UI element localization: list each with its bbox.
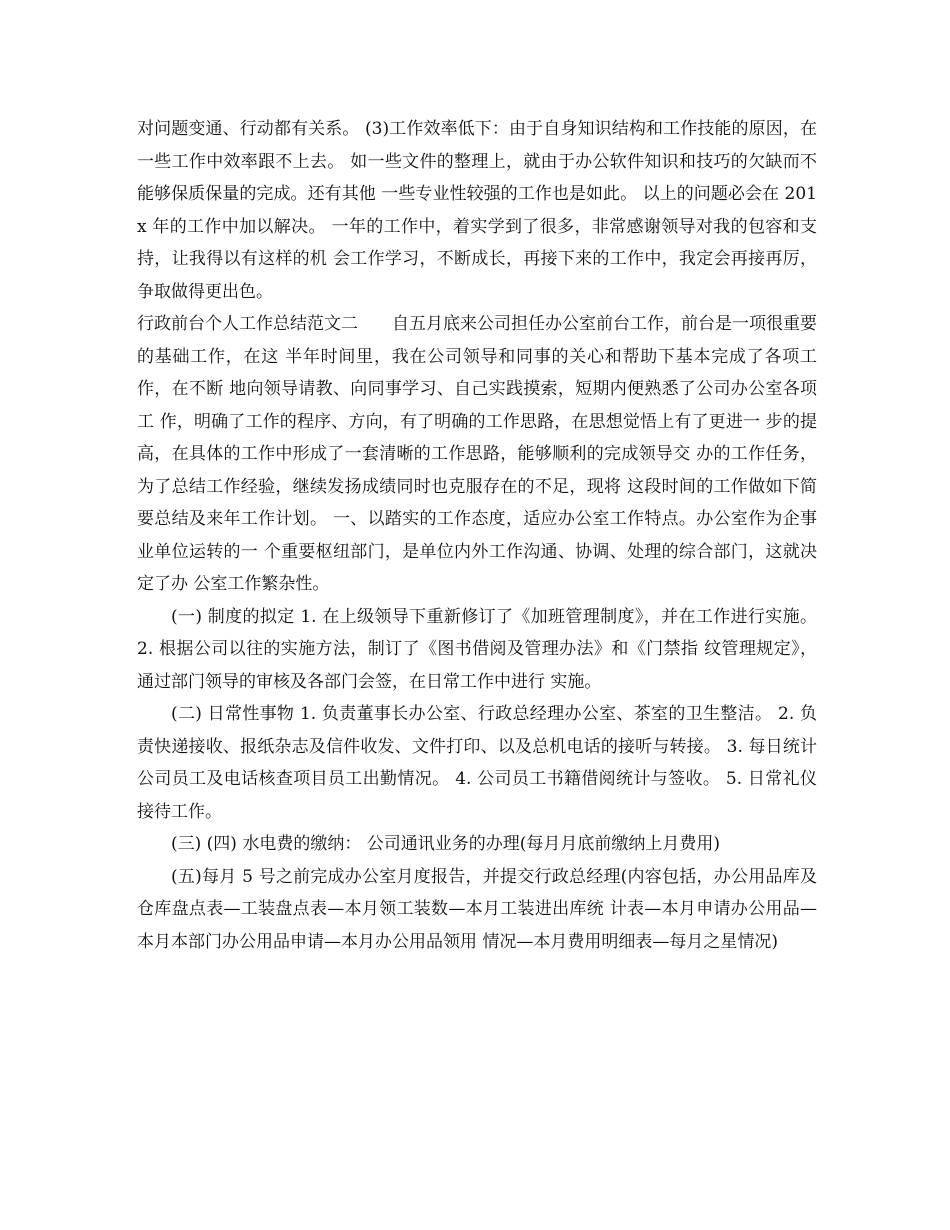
body-paragraph-1: 对问题变通、行动都有关系。 (3)工作效率低下：由于自身知识结构和工作技能的原因，在一些工作中效率跟不上去。 如一些文件的整理上，就由于办公软件知识和技巧的欠缺而不能够保质保量的完成。还有其他 一些专业性较强的工作也是如此。 以上的问题必会在 201x 年的工作中加以解决。 一年的工作中，着实学到了很多，非常感谢领导对我的包容和支持，让我得以有这样的机 会工作学习，不断成长，再接下来的工作中，我定会再接再厉，争取做得更出色。 <box>137 119 817 302</box>
body-paragraph-6: (五)每月 5 号之前完成办公室月度报告，并提交行政总经理(内容包括，办公用品库及仓库盘点表—工装盘点表—本月领工装数—本月工装进出库统 计表—本月申请办公用品—本月本部门办公用品申请—本月办公用品领用 情况—本月费用明细表—每月之星情况) <box>137 866 817 952</box>
body-paragraph-3: (一) 制度的拟定 1. 在上级领导下重新修订了《加班管理制度》，并在工作进行实施。 2. 根据公司以往的实施方法，制订了《图书借阅及管理办法》和《门禁指 纹管理规定》，通过部门领导的审核及各部门会签，在日常工作中进行 实施。 <box>137 606 817 692</box>
body-paragraph-4: (二) 日常性事物 1. 负责董事长办公室、行政总经理办公室、茶室的卫生整洁。 2. 负责快递接收、报纸杂志及信件收发、文件打印、以及总机电话的接听与转接。 3. 每日统计公司员工及电话核查项目员工出勤情况。 4. 公司员工书籍借阅统计与签收。 5. 日常礼仪接待工作。 <box>137 704 817 822</box>
body-paragraph-5: (三) (四) 水电费的缴纳： 公司通讯业务的办理(每月月底前缴纳上月费用) <box>171 834 721 854</box>
document-page <box>137 113 817 958</box>
body-paragraph-2: 行政前台个人工作总结范文二 自五月底来公司担任办公室前台工作，前台是一项很重要的基础工作，在这 半年时间里，我在公司领导和同事的关心和帮助下基本完成了各项工作，在不断 地向领导请教、向同事学习、自己实践摸索，短期内便熟悉了公司办公室各项工 作，明确了工作的程序、方向，有了明确的工作思路，在思想觉悟上有了更进一 步的提高，在具体的工作中形成了一套清晰的工作思路，能够顺利的完成领导交 办的工作任务，为了总结工作经验，继续发扬成绩同时也克服存在的不足，现将 这段时间的工作做如下简要总结及来年工作计划。 一、以踏实的工作态度，适应办公室工作特点。办公室作为企事业单位运转的一 个重要枢纽部门，是单位内外工作沟通、协调、处理的综合部门，这就决定了办 公室工作繁杂性。 <box>137 314 817 594</box>
